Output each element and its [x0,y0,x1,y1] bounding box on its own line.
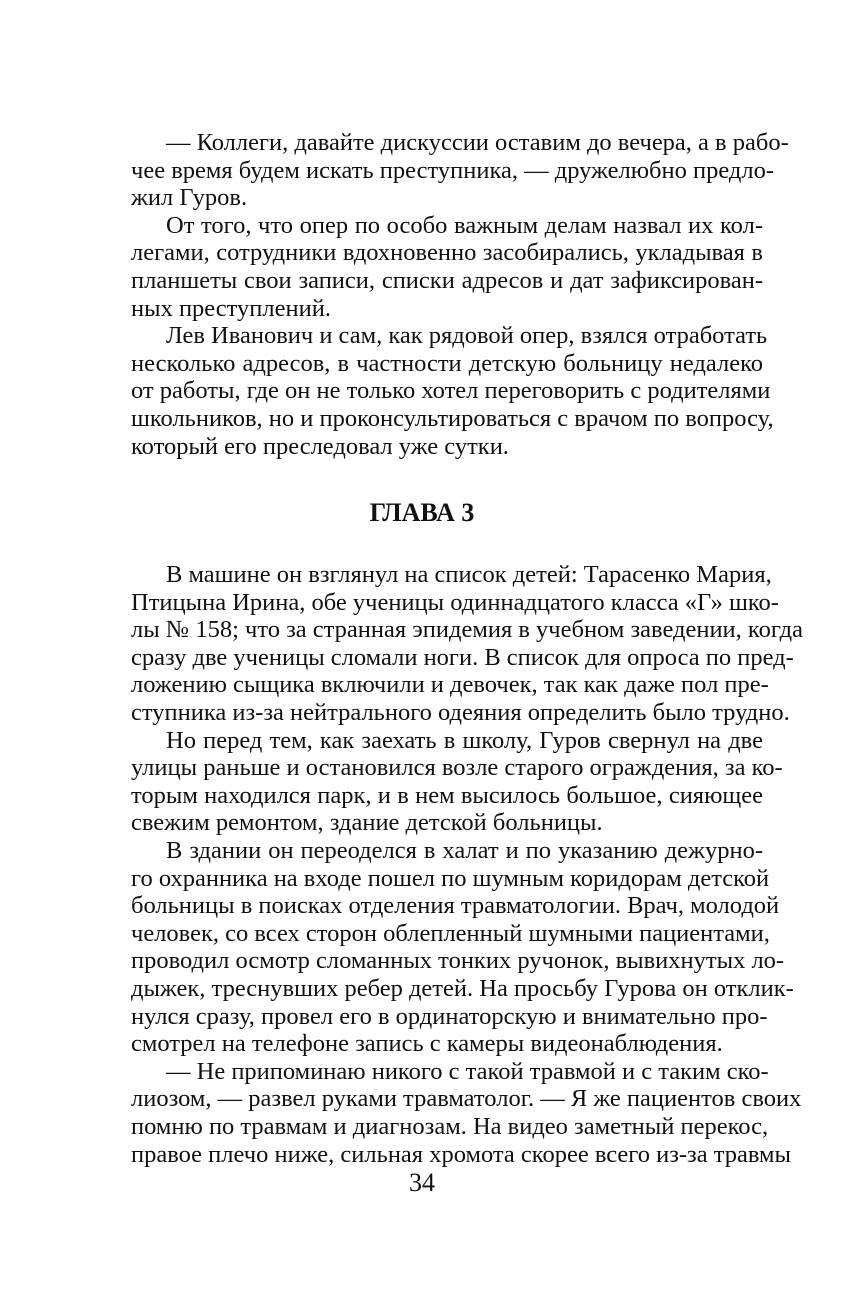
text-line: человек, со всех сторон облепленный шумными пациентами, [131,919,770,947]
text-line: жил Гуров. [131,184,248,212]
text-line: правое плечо ниже, сильная хромота скорее всего из-за травмы [131,1140,791,1168]
text-line: сразу две ученицы сломали ноги. В список для опроса по пред- [131,643,794,671]
text-line: торым находился парк, и в нем высилось большое, сияющее [131,781,763,809]
text-line: Птицына Ирина, обе ученицы одиннадцатого класса «Г» шко- [131,588,779,616]
text-line: несколько адресов, в частности детскую больницу недалеко [131,349,763,377]
text-line: — Не припоминаю никого с такой травмой и с таким ско- [166,1057,769,1085]
page-number: 34 [409,1168,435,1197]
text-line: В машине он взглянул на список детей: Тарасенко Мария, [166,561,772,588]
text-line: больницы в поисках отделения травматологии. Врач, молодой [131,892,780,920]
text-line: от работы, где он не только хотел переговорить с родителями [131,377,771,405]
text-line: лиозом, — развел руками травматолог. — Я же пациентов своих [131,1085,802,1113]
text-line: школьников, но и проконсультироваться с врачом по вопросу, [131,405,774,432]
text-line: В здании он переоделся в халат и по указанию дежурно- [166,837,763,864]
text-line: Лев Иванович и сам, как рядовой опер, взялся отработать [166,322,768,350]
text-line: лы № 158; что за странная эпидемия в учебном заведении, когда [131,616,803,644]
text-line: легами, сотрудники вдохновенно засобирались, укладывая в [131,239,763,267]
text-line: ступника из-за нейтрального одеяния определить было трудно. [131,699,790,726]
text-line: помню по травмам и диагнозам. На видео заметный перекос, [131,1113,769,1140]
text-line: ных преступлений. [131,294,331,322]
text-line: который его преследовал уже сутки. [131,432,509,460]
text-line: смотрел на телефоне запись с камеры видеонаблюдения. [131,1030,723,1058]
text-line: планшеты свои записи, списки адресов и дат зафиксирован- [131,267,763,294]
text-line: Но перед тем, как заехать в школу, Гуров свернул на две [166,726,763,754]
text-line: — Коллеги, давайте дискуссии оставим до вечера, а в рабо- [166,129,789,156]
text-line: От того, что опер по особо важным делам назвал их кол- [166,211,763,239]
text-line: проводил осмотр сломанных тонких ручонок, вывихнутых ло- [131,947,785,975]
chapter-heading: ГЛАВА 3 [369,498,475,527]
text-line: ложению сыщика включили и девочек, так как даже пол пре- [131,671,769,699]
text-line: улицы раньше и остановился возле старого ограждения, за ко- [131,754,783,782]
text-line: свежим ремонтом, здание детской больницы. [131,809,603,837]
text-line: нулся сразу, провел его в ординаторскую и внимательно про- [131,1002,768,1030]
text-line: го охранника на входе пошел по шумным коридорам детской [131,864,770,892]
text-line: дыжек, треснувших ребер детей. На просьбу Гурова он отклик- [131,975,794,1002]
text-line: чее время будем искать преступника, — дружелюбно предло- [131,156,775,184]
